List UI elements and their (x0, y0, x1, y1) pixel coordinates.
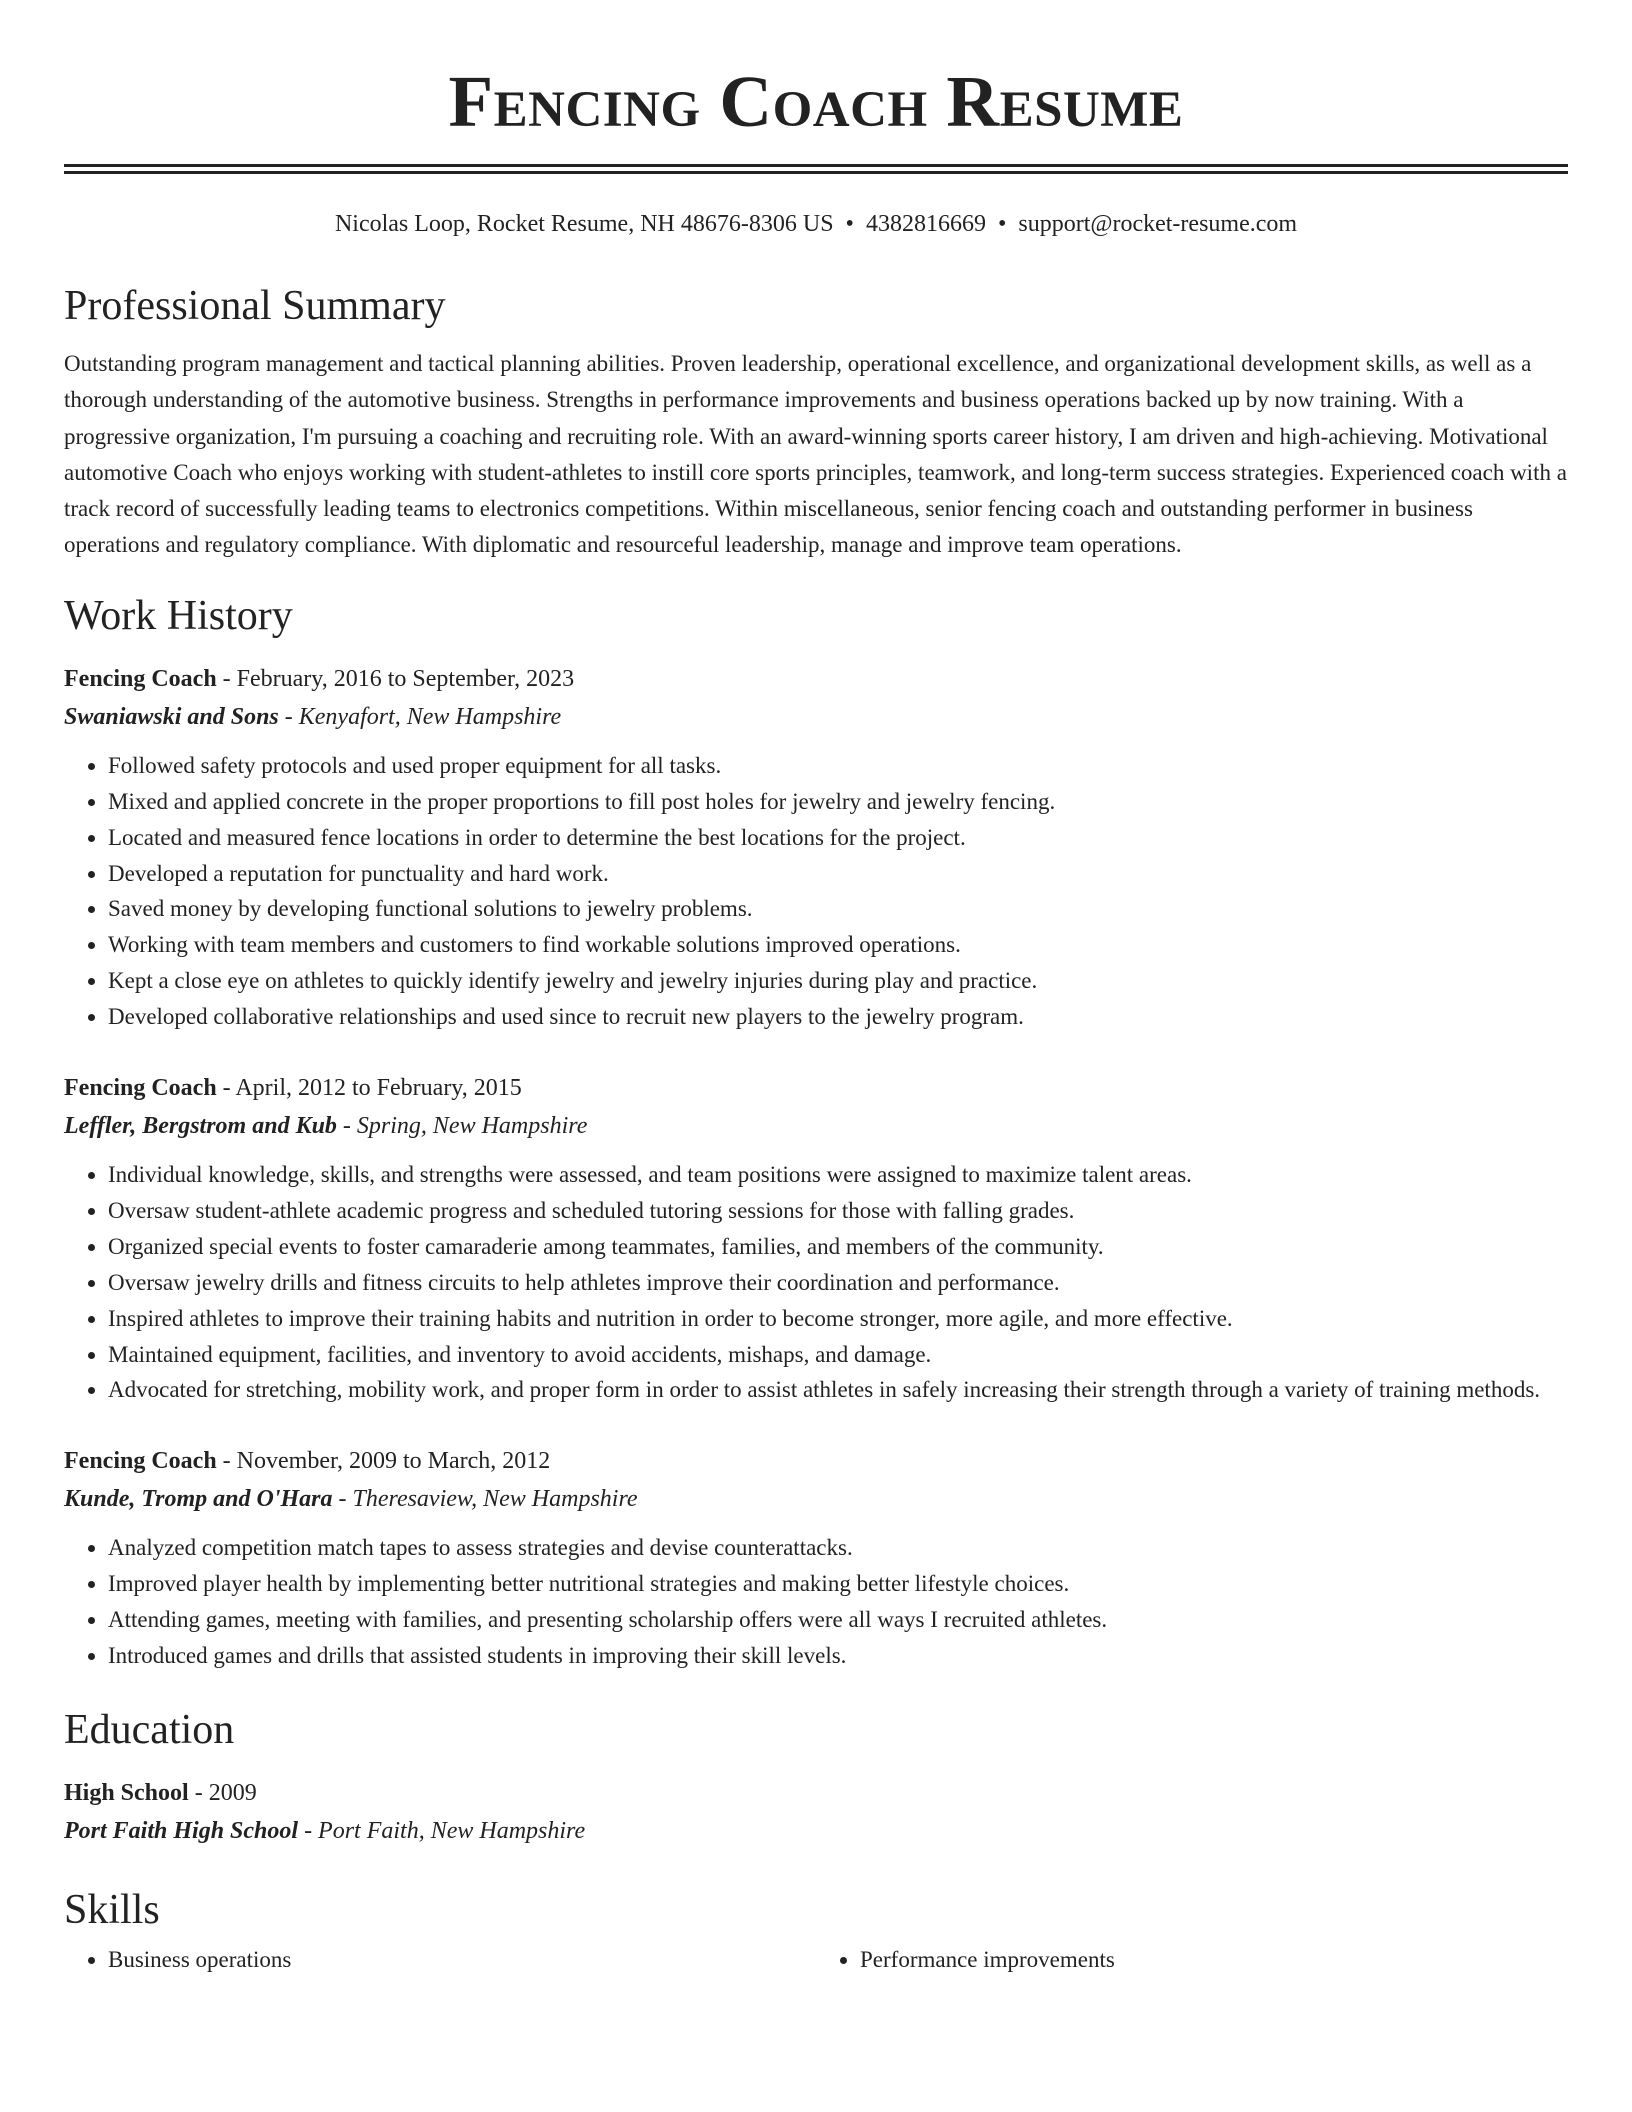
list-item: • Inspired athletes to improve their training habits and nutrition in order to become stronger, more agile, and more effective. (108, 1301, 1568, 1337)
job-company-line (64, 698, 1568, 736)
list-item: • Organized special events to foster camaraderie among teammates, families, and members of the community. (108, 1229, 1568, 1265)
job-entry (64, 1442, 1568, 1674)
job-role: Fencing Coach (64, 1448, 217, 1475)
contact-separator: • (997, 211, 1007, 237)
skill-item: • Performance improvements (860, 1942, 1568, 1978)
job-title-line (64, 660, 1568, 698)
list-item: • Working with team members and customers to find workable solutions improved operations. (108, 927, 1568, 963)
job-company: Leffler, Bergstrom and Kub (64, 1113, 337, 1140)
summary-text: Outstanding program management and tactical planning abilities. Proven leadership, operational excellence, and organizational development skills, as well as a thorough understanding of the automotive business. Strengths in performance improvements and business operations backed up by now training. With a progressive organization, I'm pursuing a coaching and recruiting role. With an award-winning sports career history, I am driven and high-achieving. Motivational automotive Coach who enjoys working with student-athletes to instill core sports principles, teamwork, and long-term success strategies. Experienced coach with a track record of successfully leading teams to electronics competitions. Within miscellaneous, senior fencing coach and outstanding performer in business operations and regulatory compliance. With diplomatic and resourceful leadership, manage and improve team operations. (64, 351, 1567, 558)
job-company-line (64, 1107, 1568, 1145)
contact-separator: • (845, 211, 854, 237)
skills-heading: Skills (64, 1887, 160, 1933)
contact-line (64, 208, 1568, 240)
job-dates: - February, 2016 to September, 2023 (216, 665, 575, 692)
job-location: - Spring, New Hampshire (336, 1113, 588, 1140)
education-year: - 2009 (188, 1780, 257, 1806)
job-entry (64, 660, 1568, 1035)
list-item: • Attending games, meeting with families, and presenting scholarship offers were all ways I recruited athletes. (108, 1602, 1568, 1638)
job-company-line (64, 1480, 1568, 1518)
job-company: Kunde, Tromp and O'Hara (64, 1486, 333, 1513)
education-degree-line (64, 1774, 1568, 1812)
job-role: Fencing Coach (64, 665, 217, 692)
list-item: • Located and measured fence locations in order to determine the best locations for the project. (108, 820, 1568, 856)
job-role: Fencing Coach (64, 1075, 217, 1102)
list-item: • Saved money by developing functional solutions to jewelry problems. (108, 891, 1568, 927)
skills-grid (64, 1942, 1568, 1978)
job-title-line (64, 1069, 1568, 1107)
skill-item: • Business operations (108, 1942, 816, 1978)
list-item: • Developed collaborative relationships and used since to recruit new players to the jewelry program. (108, 999, 1568, 1035)
contact-email: support@rocket-resume.com (1018, 211, 1298, 237)
job-duties-list (64, 1530, 1568, 1674)
list-item: • Developed a reputation for punctuality and hard work. (108, 856, 1568, 892)
list-item: • Individual knowledge, skills, and strengths were assessed, and team positions were assigned to maximize talent areas. (108, 1157, 1568, 1193)
job-duties-list (64, 748, 1568, 1035)
list-item: • Improved player health by implementing better nutritional strategies and making better lifestyle choices. (108, 1566, 1568, 1602)
list-item: • Introduced games and drills that assisted students in improving their skill levels. (108, 1638, 1568, 1674)
page-title: Fencing Coach Resume (448, 61, 1184, 142)
job-title-line (64, 1442, 1568, 1480)
list-item: • Oversaw jewelry drills and fitness circuits to help athletes improve their coordination and performance. (108, 1265, 1568, 1301)
contact-phone: 4382816669 (865, 211, 986, 237)
list-item: • Maintained equipment, facilities, and inventory to avoid accidents, mishaps, and damage. (108, 1337, 1568, 1373)
job-dates: - April, 2012 to February, 2015 (216, 1075, 522, 1102)
work-history-heading: Work History (64, 592, 293, 639)
work-history-list (64, 660, 1568, 1674)
job-location: - Theresaview, New Hampshire (332, 1486, 638, 1513)
list-item: • Kept a close eye on athletes to quickly identify jewelry and jewelry injuries during play and practice. (108, 963, 1568, 999)
contact-address: Nicolas Loop, Rocket Resume, NH 48676-8306 US (334, 211, 834, 237)
summary-heading: Professional Summary (64, 283, 446, 329)
job-entry (64, 1069, 1568, 1408)
education-school: Port Faith High School (64, 1818, 299, 1844)
job-dates: - November, 2009 to March, 2012 (216, 1448, 551, 1475)
education-school-line (64, 1812, 1568, 1850)
job-location: - Kenyafort, New Hampshire (278, 703, 562, 730)
education-location: - Port Faith, New Hampshire (298, 1818, 586, 1844)
title-double-rule (64, 164, 1568, 174)
list-item: • Followed safety protocols and used proper equipment for all tasks. (108, 748, 1568, 784)
skills-column-left (64, 1942, 816, 1978)
job-duties-list (64, 1157, 1568, 1408)
education-heading: Education (64, 1707, 235, 1753)
list-item: • Mixed and applied concrete in the proper proportions to fill post holes for jewelry and jewelry fencing. (108, 784, 1568, 820)
education-degree: High School (64, 1780, 189, 1806)
list-item: • Oversaw student-athlete academic progress and scheduled tutoring sessions for those with falling grades. (108, 1193, 1568, 1229)
skills-column-right (816, 1942, 1568, 1978)
list-item: • Advocated for stretching, mobility work, and proper form in order to assist athletes in safely increasing their strength through a variety of training methods. (108, 1372, 1568, 1408)
job-company: Swaniawski and Sons (64, 703, 279, 730)
list-item: • Analyzed competition match tapes to assess strategies and devise counterattacks. (108, 1530, 1568, 1566)
